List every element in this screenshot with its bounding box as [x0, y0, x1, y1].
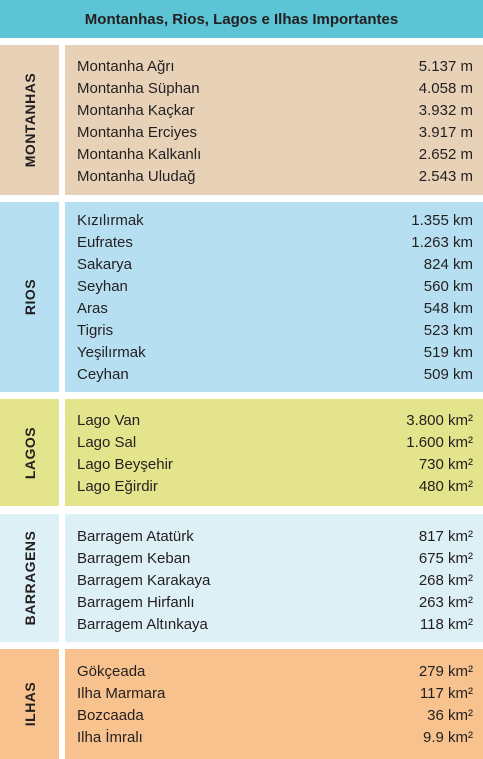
item-value: 3.932 m [418, 101, 473, 119]
section-label-box [0, 649, 59, 759]
list-item [77, 55, 473, 77]
list-item [77, 704, 473, 726]
item-name: Barragem Altınkaya [77, 615, 208, 633]
list-item [77, 431, 473, 453]
item-name: Ceyhan [77, 365, 129, 383]
item-name: Lago Eğirdir [77, 477, 158, 495]
list-item [77, 525, 473, 547]
list-item [77, 253, 473, 275]
item-value: 4.058 m [418, 79, 473, 97]
item-name: Montanha Kalkanlı [77, 145, 202, 163]
item-name: Montanha Ağrı [77, 57, 175, 75]
item-name: Lago Van [77, 411, 141, 429]
item-name: Gökçeada [77, 662, 146, 680]
item-value: 1.355 km [411, 211, 473, 229]
list-item [77, 231, 473, 253]
list-item [77, 547, 473, 569]
list-item [77, 363, 473, 385]
section-rows [65, 45, 483, 195]
item-value: 117 km² [419, 684, 473, 702]
list-item [77, 341, 473, 363]
list-item [77, 409, 473, 431]
item-value: 1.600 km² [406, 433, 473, 451]
item-name: Montanha Süphan [77, 79, 200, 97]
section-label-box [0, 45, 59, 195]
item-value: 548 km [423, 299, 473, 317]
section-ilhas [0, 649, 483, 759]
item-name: Montanha Kaçkar [77, 101, 195, 119]
list-item [77, 319, 473, 341]
item-name: Sakarya [77, 255, 133, 273]
item-name: Montanha Uludağ [77, 167, 196, 185]
list-item [77, 726, 473, 748]
list-item [77, 143, 473, 165]
item-value: 2.543 m [418, 167, 473, 185]
list-item [77, 275, 473, 297]
item-name: Lago Beyşehir [77, 455, 173, 473]
item-value: 1.263 km [411, 233, 473, 251]
item-value: 523 km [423, 321, 473, 339]
list-item [77, 77, 473, 99]
section-rows [65, 649, 483, 759]
item-value: 817 km² [418, 527, 473, 545]
item-value: 730 km² [418, 455, 473, 473]
item-value: 118 km² [419, 615, 473, 633]
item-name: Bozcaada [77, 706, 144, 724]
section-rows [65, 514, 483, 642]
item-value: 263 km² [418, 593, 473, 611]
item-value: 3.800 km² [406, 411, 473, 429]
list-item [77, 165, 473, 187]
item-value: 3.917 m [418, 123, 473, 141]
item-value: 2.652 m [418, 145, 473, 163]
list-item [77, 297, 473, 319]
section-label: RIOS [21, 278, 38, 316]
list-item [77, 209, 473, 231]
table-title: Montanhas, Rios, Lagos e Ilhas Importantes [0, 0, 483, 38]
item-name: Yeşilırmak [77, 343, 146, 361]
item-name: Barragem Keban [77, 549, 191, 567]
section-barragens [0, 514, 483, 642]
item-name: Barragem Atatürk [77, 527, 194, 545]
item-value: 560 km [423, 277, 473, 295]
section-label-box [0, 399, 59, 506]
list-item [77, 591, 473, 613]
section-label-box [0, 514, 59, 642]
section-label: BARRAGENS [21, 530, 38, 626]
item-name: Lago Sal [77, 433, 137, 451]
item-value: 519 km [423, 343, 473, 361]
item-value: 824 km [423, 255, 473, 273]
list-item [77, 613, 473, 635]
item-value: 480 km² [418, 477, 473, 495]
item-name: Ilha İmralı [77, 728, 143, 746]
list-item [77, 99, 473, 121]
item-value: 279 km² [418, 662, 473, 680]
item-name: Kızılırmak [77, 211, 144, 229]
item-name: Tigris [77, 321, 114, 339]
section-montanhas [0, 45, 483, 195]
section-lagos [0, 399, 483, 506]
item-value: 9.9 km² [422, 728, 473, 746]
list-item [77, 569, 473, 591]
item-name: Seyhan [77, 277, 128, 295]
item-value: 5.137 m [418, 57, 473, 75]
section-rios [0, 202, 483, 392]
list-item [77, 121, 473, 143]
list-item [77, 660, 473, 682]
item-value: 268 km² [418, 571, 473, 589]
section-label: LAGOS [21, 426, 38, 479]
item-name: Aras [77, 299, 108, 317]
section-label: MONTANHAS [21, 72, 38, 168]
section-label-box [0, 202, 59, 392]
item-value: 36 km² [427, 706, 473, 724]
item-value: 509 km [423, 365, 473, 383]
section-label: ILHAS [21, 681, 38, 727]
section-rows [65, 399, 483, 506]
item-value: 675 km² [418, 549, 473, 567]
item-name: Ilha Marmara [77, 684, 166, 702]
list-item [77, 475, 473, 497]
list-item [77, 453, 473, 475]
item-name: Barragem Karakaya [77, 571, 211, 589]
item-name: Eufrates [77, 233, 133, 251]
item-name: Montanha Erciyes [77, 123, 198, 141]
item-name: Barragem Hirfanlı [77, 593, 195, 611]
list-item [77, 682, 473, 704]
section-rows [65, 202, 483, 392]
